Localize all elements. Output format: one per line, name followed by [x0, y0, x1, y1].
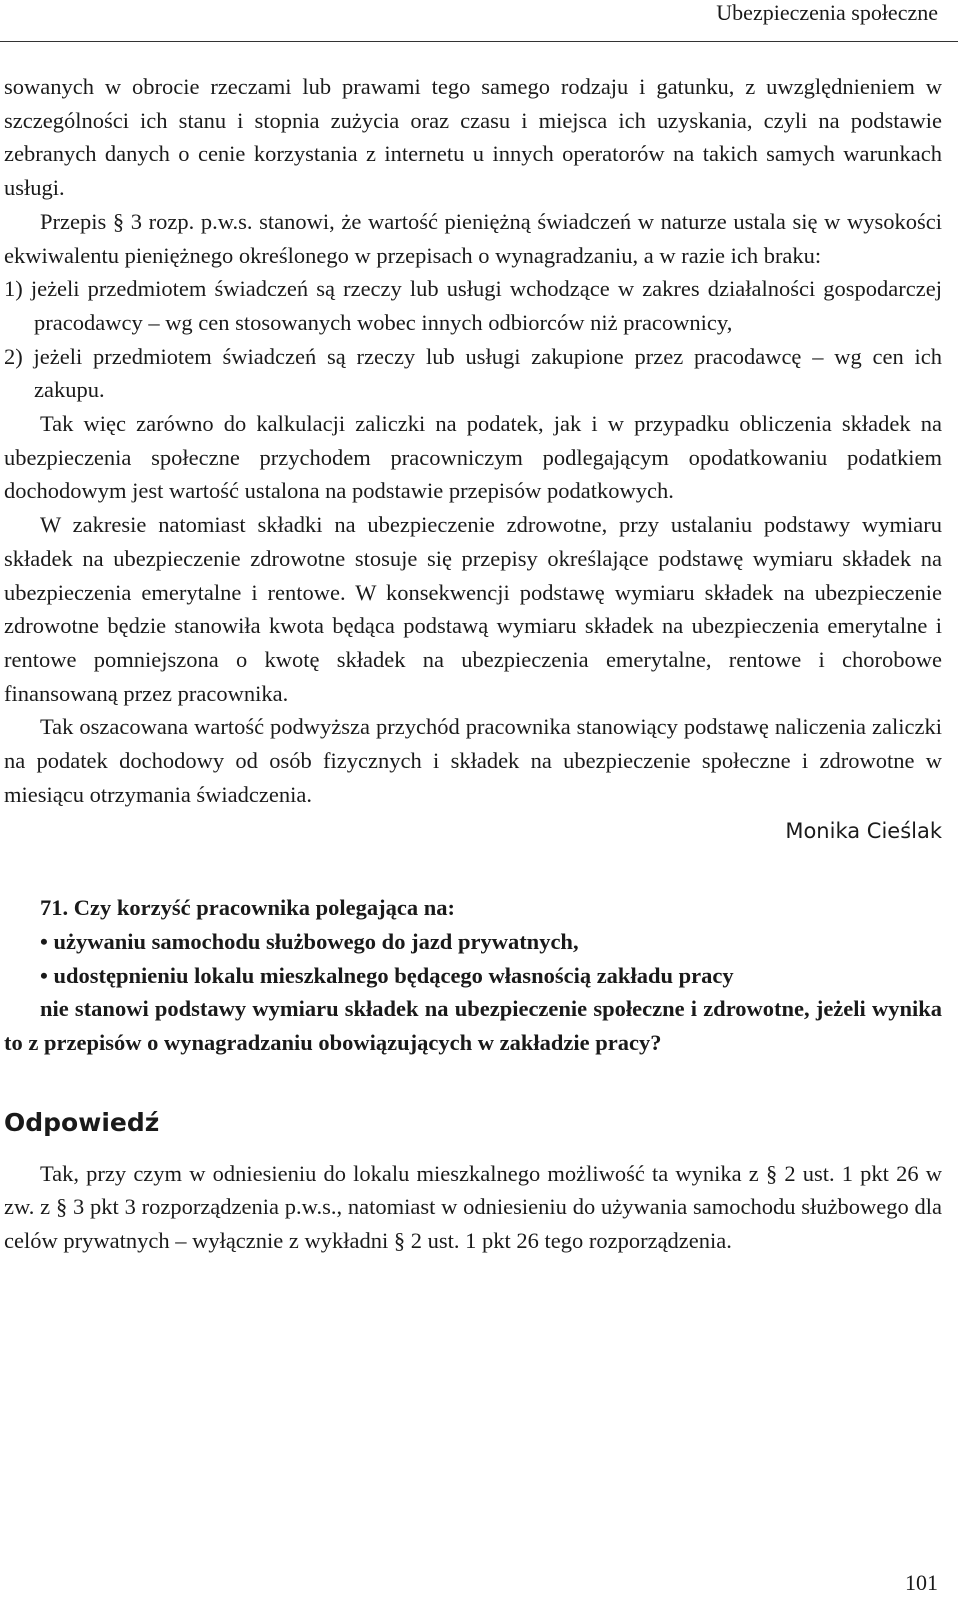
paragraph-health-insurance: W zakresie natomiast składki na ubezpieczenie zdrowotne, przy ustalaniu podstawy wymiaru składek na ubezpieczenie zdrowotne stosuje się przepisy określające podstawę wymiaru składek na ubezpieczenia emerytalne i rentowe. W konsekwencji podstawę wymiaru składek na ubezpieczenie zdrowotne będzie stanowiła kwota będąca podstawą wymiaru składek na ubezpieczenia emerytalne i rentowe pomniejszona o kwotę składek na ubezpieczenia emerytalne, rentowe i chorobowe finansowaną przez pracownika.: [4, 512, 942, 706]
question-bullet-1: • używaniu samochodu służbowego do jazd prywatnych,: [40, 928, 579, 954]
list-item-2: 2) jeżeli przedmiotem świadczeń są rzeczy lub usługi zakupione przez pracodawcę – wg cen ich zakupu.: [4, 343, 942, 403]
running-header: [0, 0, 958, 42]
list-item-1: 1) jeżeli przedmiotem świadczeń są rzeczy lub usługi wchodzące w zakres działalności gospodarczej pracodawcy – wg cen stosowanych wobec innych odbiorców niż pracownicy,: [4, 276, 942, 335]
answer-text: Tak, przy czym w odniesieniu do lokalu mieszkalnego możliwość ta wynika z § 2 ust. 1 pkt 26 w zw. z § 3 pkt 3 rozporządzenia p.w.s., natomiast w odniesieniu do używania samochodu służbowego dla celów prywatnych – wyłącznie z wykładni § 2 ust. 1 pkt 26 tego rozporządzenia.: [4, 1160, 942, 1254]
page-number: 101: [905, 1570, 938, 1595]
author-signature: Monika Cieślak: [785, 819, 942, 844]
paragraph-calculation: Tak więc zarówno do kalkulacji zaliczki na podatek, jak i w przypadku obliczenia składek na ubezpieczenia społeczne przychodem pracowniczym podlegającym opodatkowaniu podatkiem dochodowym jest wartość ustalona na podstawie przepisów podatkowych.: [4, 411, 942, 504]
paragraph-continuation: sowanych w obrocie rzeczami lub prawami tego samego rodzaju i gatunku, z uwzględnieniem w szczególności ich stanu i stopnia zużycia oraz czasu i miejsca ich uzyskania, czyli na podstawie zebranych danych o cenie korzystania z internetu u innych operatorów na takich samych warunkach usługi.: [4, 74, 942, 201]
question-continuation: nie stanowi podstawy wymiaru składek na ubezpieczenie społeczne i zdrowotne, jeżeli wynika to z przepisów o wynagradzaniu obowiązujących w zakładzie pracy?: [4, 996, 942, 1055]
question-title: 71. Czy korzyść pracownika polegająca na:: [40, 895, 455, 921]
paragraph-conclusion: Tak oszacowana wartość podwyższa przychód pracownika stanowiący podstawę naliczenia zaliczki na podatek dochodowy od osób fizycznych i składek na ubezpieczenie społeczne i zdrowotne w miesiącu otrzymania świadczenia.: [4, 714, 942, 807]
question-block: [4, 891, 942, 1060]
running-title: Ubezpieczenia społeczne: [716, 0, 938, 25]
answer-heading: Odpowiedź: [4, 1107, 160, 1137]
page-body: [4, 70, 942, 1258]
question-bullet-2: • udostępnieniu lokalu mieszkalnego będącego własnością zakładu pracy: [40, 962, 734, 988]
paragraph-regulation: Przepis § 3 rozp. p.w.s. stanowi, że wartość pieniężną świadczeń w naturze ustala się w wysokości ekwiwalentu pieniężnego określonego w przepisach o wynagradzaniu, a w razie ich braku:: [4, 208, 942, 268]
